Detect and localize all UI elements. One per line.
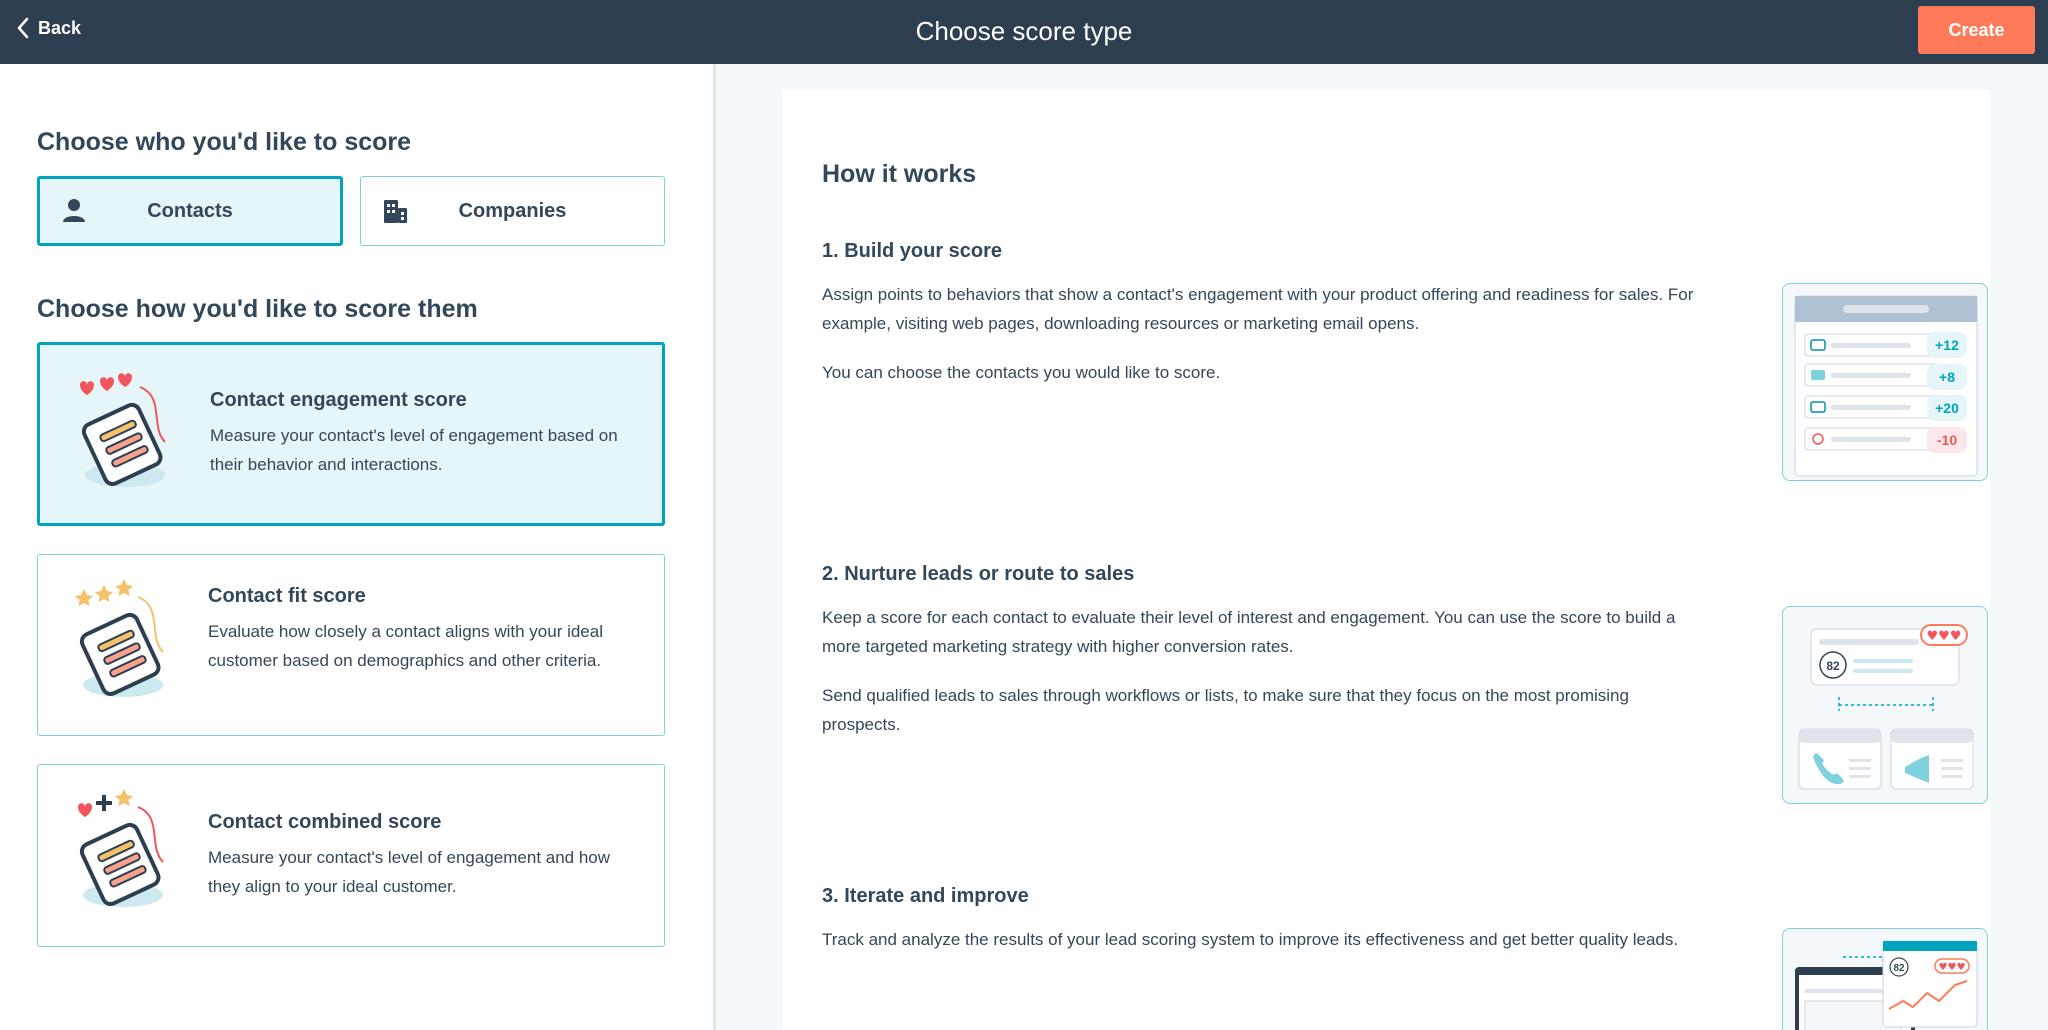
contacts-label: Contacts: [147, 199, 233, 222]
step-1-paragraph-1: Assign points to behaviors that show a contact's engagement with your product offering and readiness for sales. For example, visiting web pages, downloading resources or marketing email opens.: [822, 285, 1694, 333]
svg-text:♥♥♥: ♥♥♥: [1938, 962, 1966, 973]
how-it-works-area: [716, 64, 2048, 1030]
step-1-title: 1. Build your score: [822, 240, 1003, 262]
engagement-illustration-icon: [70, 367, 190, 497]
how-it-works-panel: [782, 90, 1990, 1030]
engagement-score-card[interactable]: [37, 342, 665, 526]
nurture-leads-illustration: [1782, 606, 1988, 804]
score-label-1: +12: [1935, 337, 1959, 353]
svg-text:♥♥♥: ♥♥♥: [1926, 629, 1962, 644]
fit-score-title: Contact fit score: [208, 585, 366, 607]
how-heading: Choose how you'd like to score them: [37, 295, 478, 323]
score-label-2: +8: [1939, 369, 1955, 385]
score-options-panel: [0, 64, 714, 1030]
fit-illustration-icon: [68, 577, 188, 707]
iterate-score-value: 82: [1893, 963, 1905, 974]
route-leads-graphic-icon: [1783, 607, 1988, 804]
create-button[interactable]: Create: [1918, 6, 2035, 54]
build-score-illustration: [1782, 283, 1988, 481]
score-list-graphic-icon: [1783, 284, 1988, 481]
score-label-3: +20: [1935, 400, 1959, 416]
companies-label: Companies: [458, 199, 567, 222]
combined-illustration-icon: [68, 787, 188, 917]
companies-option[interactable]: [360, 176, 665, 246]
combined-score-description: Measure your contact's level of engagement and how they align to your ideal customer.: [208, 848, 611, 896]
top-bar: [0, 0, 2048, 64]
building-icon: [381, 197, 409, 225]
engagement-score-description: Measure your contact's level of engagement based on their behavior and interactions.: [210, 426, 618, 474]
step-2-paragraph-2: Send qualified leads to sales through workflows or lists, to make sure that they focus on the most promising prospects.: [822, 686, 1629, 734]
step-2-title: 2. Nurture leads or route to sales: [822, 563, 1135, 585]
analytics-graphic-icon: [1783, 929, 1988, 1030]
contacts-option[interactable]: [37, 176, 343, 246]
step-3-title: 3. Iterate and improve: [822, 885, 1029, 907]
score-label-4: -10: [1936, 432, 1958, 448]
step-2-paragraph-1: Keep a score for each contact to evaluate their level of interest and engagement. You can use the score to build a more targeted marketing strategy with higher conversion rates.: [822, 608, 1676, 656]
step-3-paragraph-1: Track and analyze the results of your lead scoring system to improve its effectiveness and get better quality leads.: [822, 930, 1679, 949]
combined-score-card[interactable]: [37, 764, 665, 947]
step-1-paragraph-2: You can choose the contacts you would like to score.: [822, 363, 1221, 382]
who-heading: Choose who you'd like to score: [37, 128, 412, 156]
iterate-illustration: [1782, 928, 1988, 1030]
back-label: Back: [38, 17, 82, 38]
how-it-works-heading: How it works: [822, 160, 977, 188]
user-icon: [60, 197, 88, 225]
page-title: Choose score type: [915, 16, 1133, 46]
engagement-score-title: Contact engagement score: [210, 389, 467, 411]
fit-score-card[interactable]: [37, 554, 665, 736]
nurture-score-value: 82: [1826, 659, 1840, 673]
fit-score-description: Evaluate how closely a contact aligns with your ideal customer based on demographics and other criteria.: [208, 622, 603, 670]
combined-score-title: Contact combined score: [208, 811, 442, 833]
